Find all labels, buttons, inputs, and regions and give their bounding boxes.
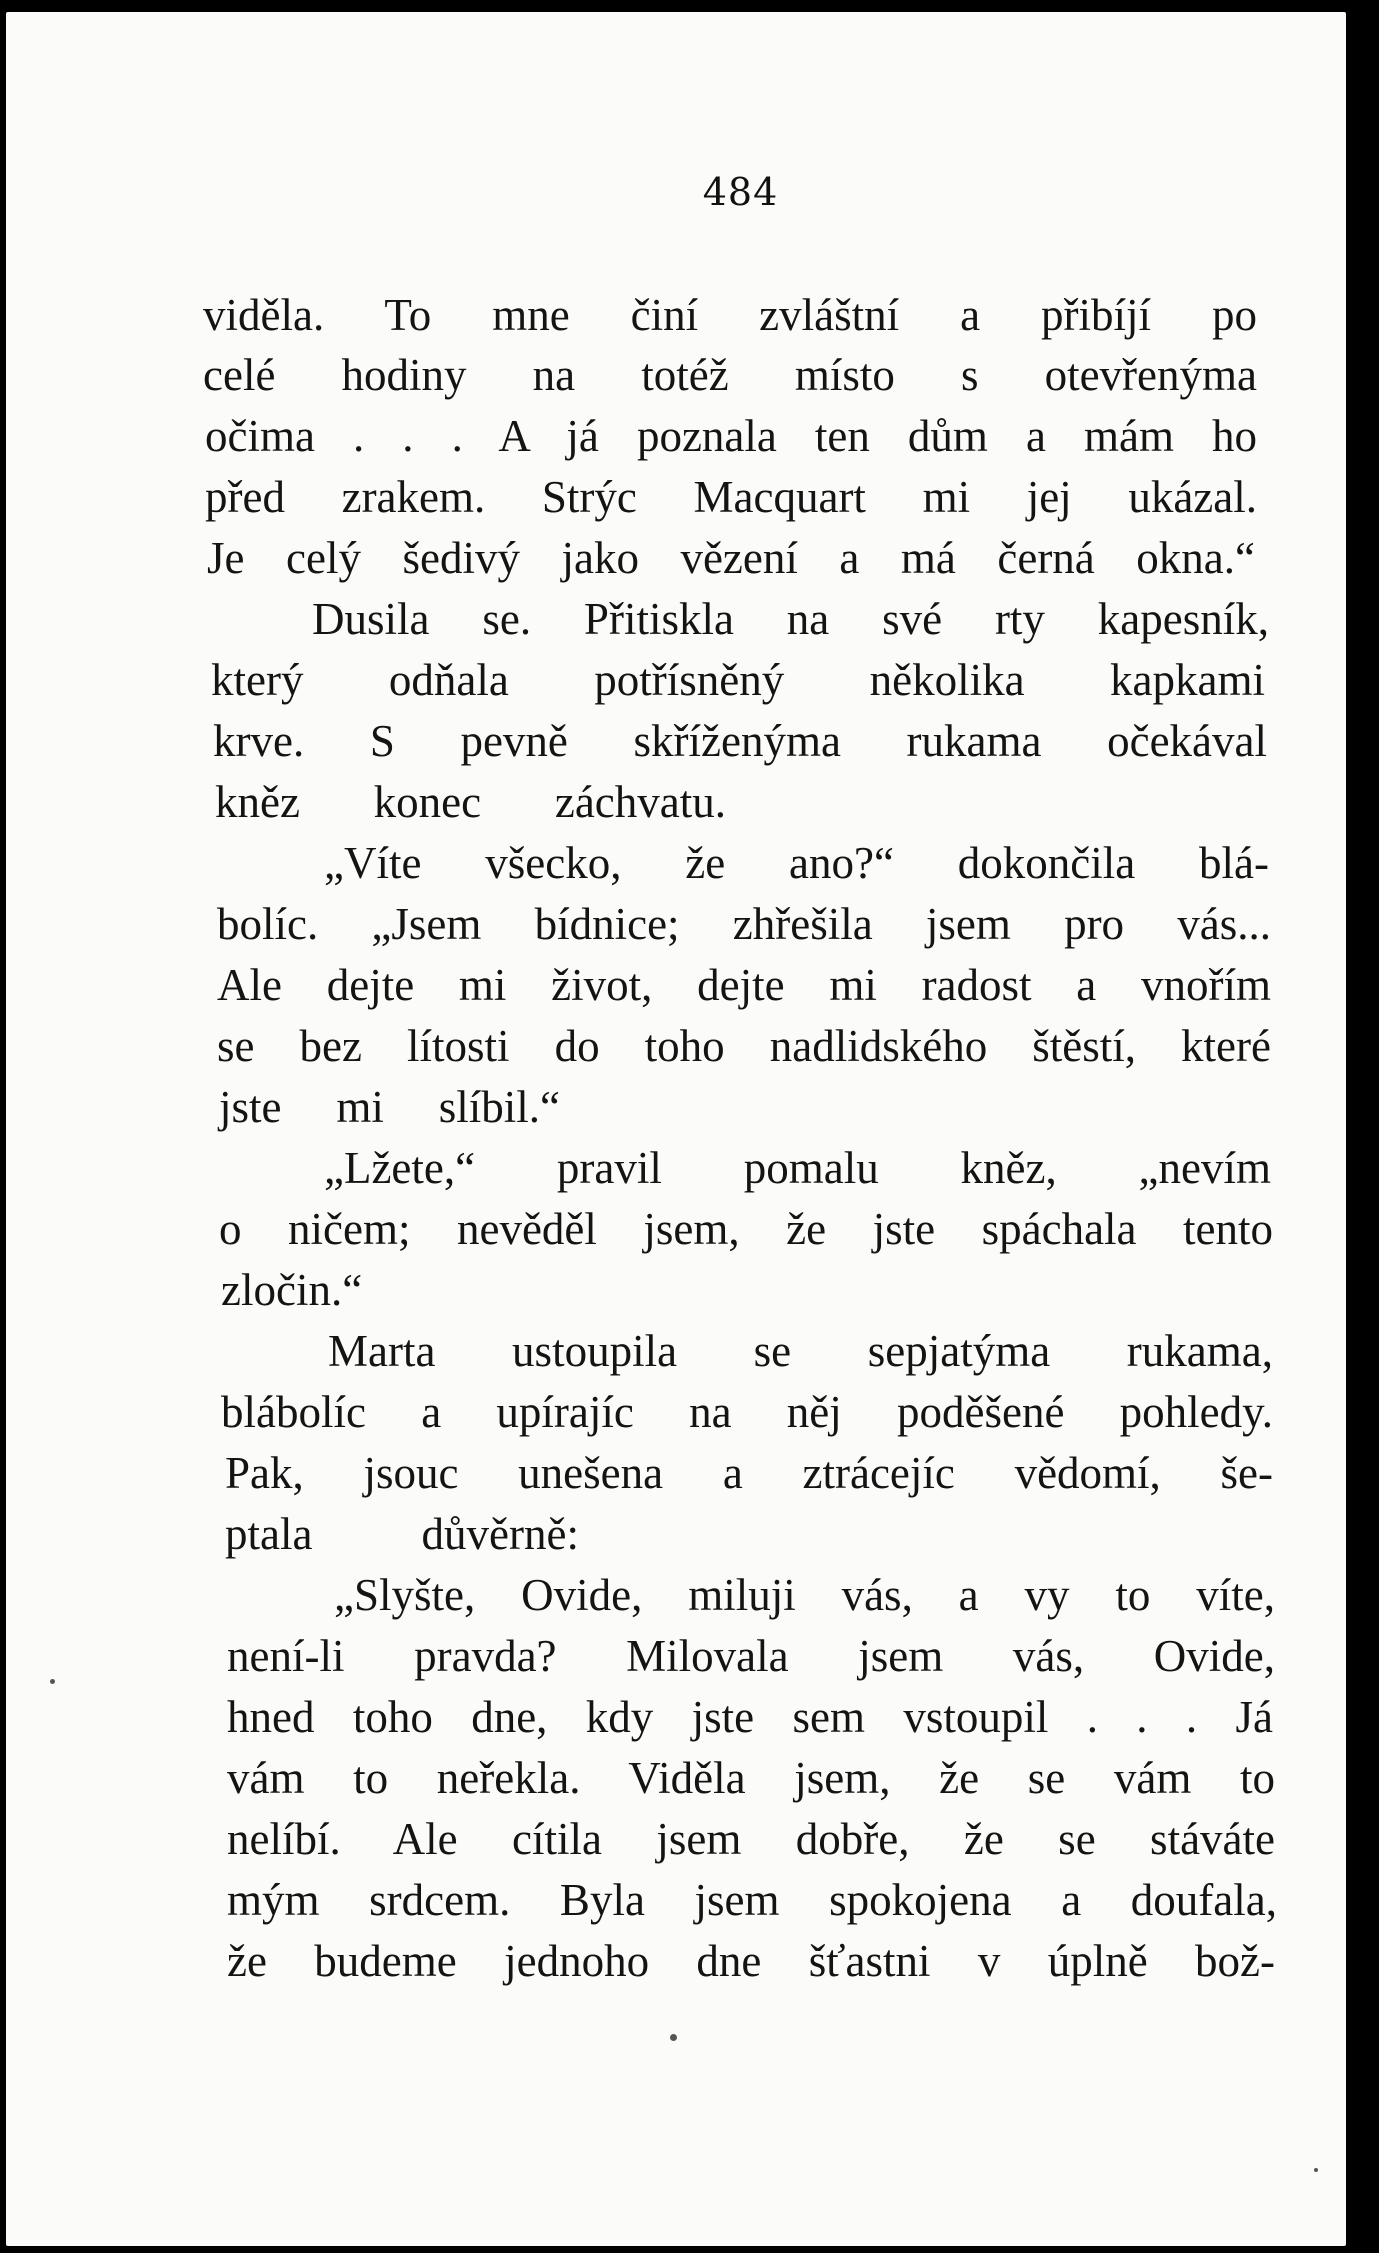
text-line: Je celý šedivý jako vězení a má černá okna.“ — [207, 533, 1255, 583]
text-line: Pak, jsouc unešena a ztrácejíc vědomí, še- — [225, 1448, 1273, 1498]
text-line: před zrakem. Strýc Macquart mi jej ukázal. — [205, 472, 1257, 522]
text-line: že budeme jednoho dne šťastni v úplně bož- — [227, 1936, 1275, 1986]
text-line: očima . . . A já poznala ten dům a mám ho — [205, 411, 1257, 461]
text-line: který odňala potřísněný několika kapkami — [211, 655, 1265, 705]
text-line: se bez lítosti do toho nadlidského štěstí, které — [217, 1021, 1271, 1071]
text-line: jste mi slíbil.“ — [219, 1082, 560, 1132]
text-line: bolíc. „Jsem bídnice; zhřešila jsem pro vás... — [217, 899, 1271, 949]
text-line: celé hodiny na totéž místo s otevřenýma — [203, 350, 1257, 400]
text-line: vám to neřekla. Viděla jsem, že se vám to — [227, 1753, 1275, 1803]
paper-speck — [50, 1679, 55, 1684]
text-line: kněz konec záchvatu. — [215, 777, 726, 827]
text-line: „Slyšte, Ovide, miluji vás, a vy to víte, — [334, 1570, 1275, 1620]
text-line: ptala důvěrně: — [225, 1509, 579, 1559]
text-line: „Víte všecko, že ano?“ dokončila blá- — [324, 838, 1269, 888]
text-line: o ničem; nevěděl jsem, že jste spáchala tento — [219, 1204, 1273, 1254]
text-line: krve. S pevně skříženýma rukama očekával — [213, 716, 1267, 766]
text-line: Marta ustoupila se sepjatýma rukama, — [328, 1326, 1273, 1376]
book-page — [6, 12, 1346, 2246]
paper-speck — [1314, 2168, 1318, 2172]
text-line: zločin.“ — [221, 1265, 363, 1315]
text-line: hned toho dne, kdy jste sem vstoupil . . . Já — [227, 1692, 1273, 1742]
text-line: blábolíc a upírajíc na něj poděšené pohledy. — [221, 1387, 1273, 1437]
text-line: mým srdcem. Byla jsem spokojena a doufala, — [227, 1875, 1277, 1925]
text-line: nelíbí. Ale cítila jsem dobře, že se stáváte — [227, 1814, 1275, 1864]
text-line: viděla. To mne činí zvláštní a přibíjí po — [203, 290, 1257, 340]
text-line: „Lžete,“ pravil pomalu kněz, „nevím — [324, 1143, 1271, 1193]
paper-speck — [670, 2034, 677, 2041]
text-line: není-li pravda? Milovala jsem vás, Ovide, — [227, 1631, 1275, 1681]
text-line: Ale dejte mi život, dejte mi radost a vnořím — [217, 960, 1271, 1010]
page-number: 484 — [702, 170, 779, 214]
text-line: Dusila se. Přitiskla na své rty kapesník, — [312, 594, 1269, 644]
